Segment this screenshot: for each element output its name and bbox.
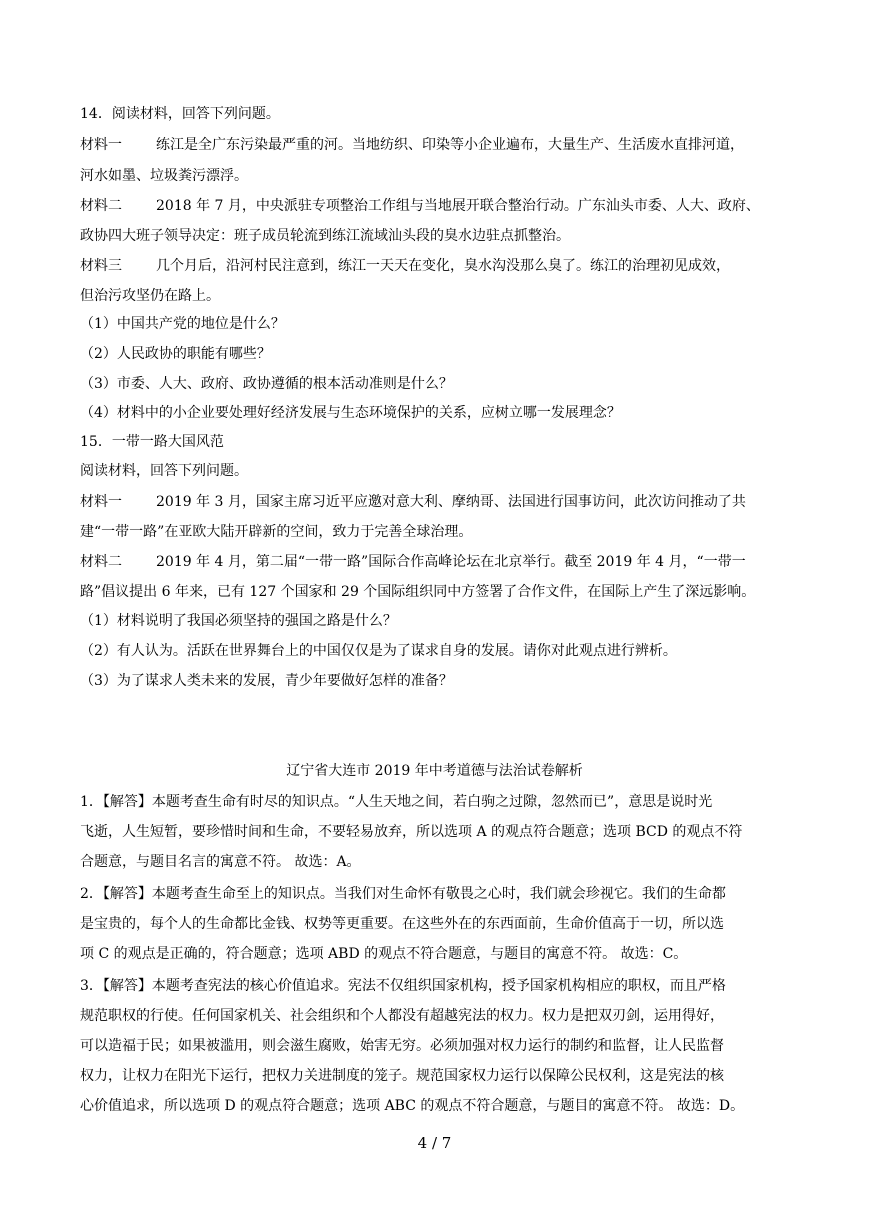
analysis-item-3-line-3: 可以造福于民；如果被滥用，则会滋生腐败，始害无穷。必须加强对权力运行的制约和监督，让人民监督 — [80, 1038, 724, 1054]
q15-subheading: 阅读材料，回答下列问题。 — [80, 463, 248, 479]
analysis-item-2-line-2: 是宝贵的，每个人的生命都比金钱、权势等更重要。在这些外在的东西面前，生命价值高于一切，所以选 — [80, 916, 724, 932]
q14-material2-line1 — [80, 196, 760, 216]
q14-material1-line2: 河水如墨、垃圾粪污漂浮。 — [80, 168, 248, 184]
q15-material1-line1 — [80, 492, 746, 512]
q14-material3-line1 — [80, 256, 730, 276]
q15-material2-line2: 路”倡议提出 6 年来，已有 127 个国家和 29 个国际组织同中方签署了合作文件，在国际上产生了深远影响。 — [80, 584, 756, 600]
q14-material3-label: 材料三 — [80, 258, 122, 274]
q15-material1-line2: 建“一带一路”在亚欧大陆开辟新的空间，致力于完善全球治理。 — [80, 524, 473, 540]
q15-material1-text1: 2019 年 3 月，国家主席习近平应邀对意大利、摩纳哥、法国进行国事访问，此次访问推动了共 — [156, 494, 746, 510]
q14-material1-line1 — [80, 135, 744, 155]
analysis-item-3-line-5: 心价值追求，所以选项 D 的观点符合题意；选项 ABC 的观点不符合题意，与题目的寓意不符。 故选：D。 — [80, 1098, 745, 1114]
analysis-item-2-line-1: 2．【解答】本题考查生命至上的知识点。当我们对生命怀有敬畏之心时，我们就会珍视它。我们的生命都 — [80, 886, 726, 902]
analysis-item-2-line-3: 项 C 的观点是正确的，符合题意；选项 ABD 的观点不符合题意，与题目的寓意不符。 故选：C。 — [80, 946, 688, 962]
analysis-item-3-line-1: 3．【解答】本题考查宪法的核心价值追求。宪法不仅组织国家机构，授予国家机构相应的职权，而且严格 — [80, 978, 726, 994]
q14-material3-text1: 几个月后，沿河村民注意到，练江一天天在变化，臭水沟没那么臭了。练江的治理初见成效， — [156, 258, 730, 274]
q15-material2-line1 — [80, 552, 746, 572]
q14-material2-line2: 政协四大班子领导决定：班子成员轮流到练江流域汕头段的臭水边驻点抓整治。 — [80, 228, 570, 244]
q14-heading: 14．阅读材料，回答下列问题。 — [80, 106, 280, 122]
q14-question-3: （3）市委、人大、政府、政协遵循的根本活动准则是什么？ — [80, 376, 453, 392]
q14-material1-label: 材料一 — [80, 137, 122, 153]
q14-question-1: （1）中国共产党的地位是什么？ — [80, 316, 285, 332]
analysis-title: 辽宁省大连市 2019 年中考道德与法治试卷解析 — [286, 763, 583, 779]
q15-question-1: （1）材料说明了我国必须坚持的强国之路是什么？ — [80, 613, 397, 629]
q15-material2-text1: 2019 年 4 月，第二届“一带一路”国际合作高峰论坛在北京举行。截至 2019 年 4 月，“一带一 — [156, 554, 746, 570]
q14-question-4: （4）材料中的小企业要处理好经济发展与生态环境保护的关系，应树立哪一发展理念？ — [80, 405, 621, 421]
q15-material1-label: 材料一 — [80, 494, 122, 510]
q14-material3-line2: 但治污攻坚仍在路上。 — [80, 288, 220, 304]
q15-question-3: （3）为了谋求人类未来的发展，青少年要做好怎样的准备？ — [80, 673, 453, 689]
q15-heading: 15．一带一路大国风范 — [80, 434, 224, 450]
q15-material2-label: 材料二 — [80, 554, 122, 570]
analysis-item-1-line-1: 1．【解答】本题考查生命有时尽的知识点。“人生天地之间，若白驹之过隙，忽然而已”，意思是说时光 — [80, 794, 713, 810]
q14-material2-label: 材料二 — [80, 198, 122, 214]
q14-question-2: （2）人民政协的职能有哪些？ — [80, 346, 271, 362]
q14-material2-text1: 2018 年 7 月，中央派驻专项整治工作组与当地展开联合整治行动。广东汕头市委、人大、政府、 — [156, 198, 760, 214]
q15-question-2: （2）有人认为。活跃在世界舞台上的中国仅仅是为了谋求自身的发展。请你对此观点进行辨析。 — [80, 643, 677, 659]
analysis-item-1-line-3: 合题意，与题目名言的寓意不符。 故选：A。 — [80, 854, 361, 870]
analysis-item-3-line-2: 规范职权的行使。任何国家机关、社会组织和个人都没有超越宪法的权力。权力是把双刃剑，运用得好， — [80, 1008, 724, 1024]
q14-material1-text1: 练江是全广东污染最严重的河。当地纺织、印染等小企业遍布，大量生产、生活废水直排河道， — [156, 137, 744, 153]
page-number: 4 / 7 — [417, 1134, 452, 1152]
analysis-item-3-line-4: 权力，让权力在阳光下运行，把权力关进制度的笼子。规范国家权力运行以保障公民权利，这是宪法的核 — [80, 1068, 724, 1084]
analysis-item-1-line-2: 飞逝，人生短暂，要珍惜时间和生命，不要轻易放弃，所以选项 A 的观点符合题意；选项 BCD 的观点不符 — [80, 824, 743, 840]
